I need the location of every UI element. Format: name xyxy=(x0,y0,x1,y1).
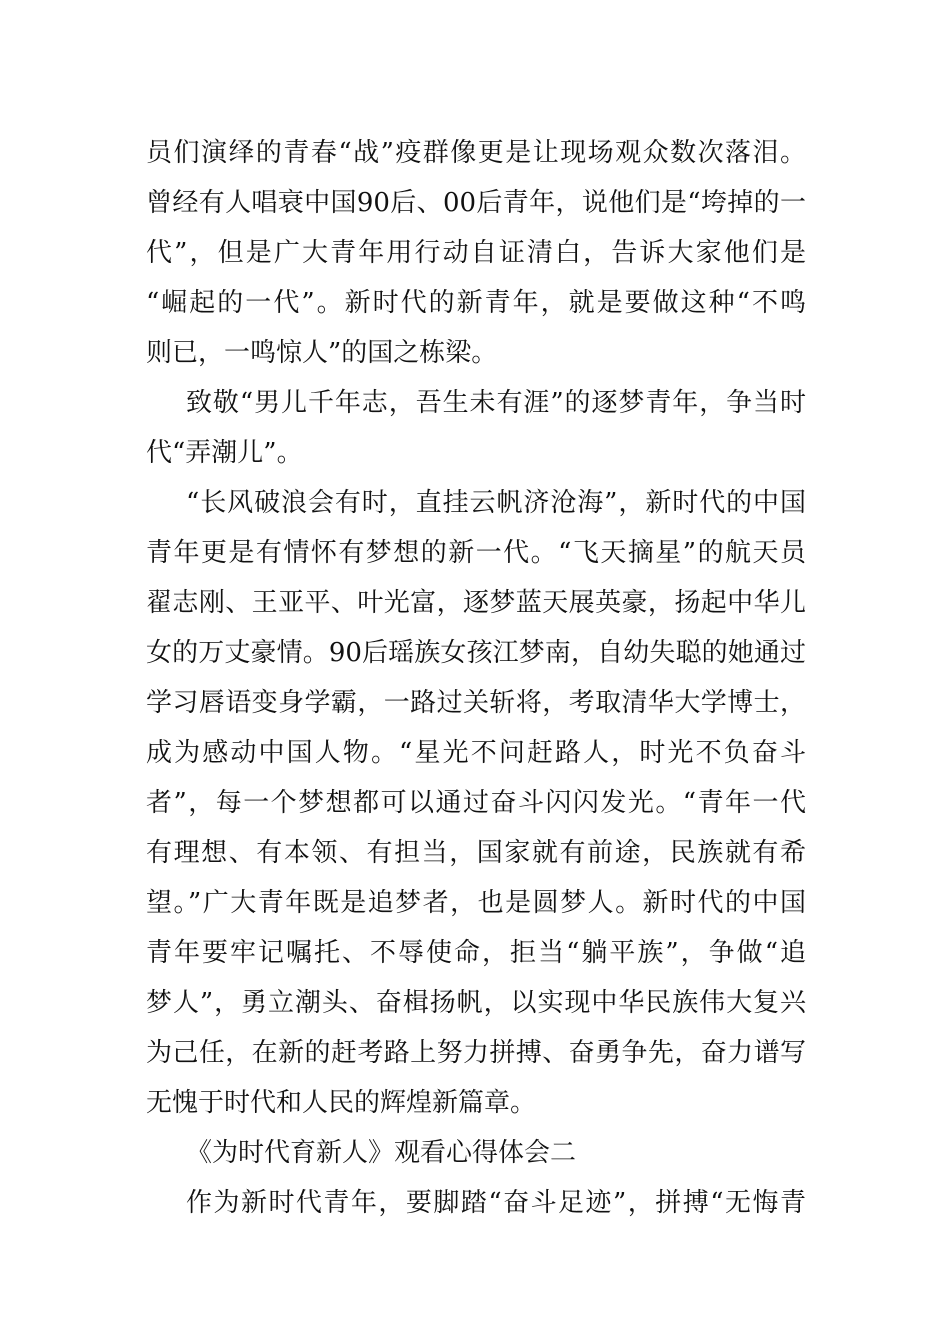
text-line: 青年要牢记嘱托、不辱使命，拒当“躺平族”，争做“追 xyxy=(146,938,806,968)
text-line: 为己任，在新的赶考路上努力拼搏、奋勇争先，奋力谱写 xyxy=(146,1038,806,1068)
document-body xyxy=(146,128,806,1228)
text-line: 员们演绎的青春“战”疫群像更是让现场观众数次落泪。 xyxy=(146,138,806,168)
text-line: 则已，一鸣惊人”的国之栋梁。 xyxy=(146,338,498,368)
text-line: 成为感动中国人物。“星光不问赶路人，时光不负奋斗 xyxy=(146,738,806,768)
paragraph-first-line: 致敬“男儿千年志，吾生未有涯”的逐梦青年，争当时 xyxy=(186,388,806,418)
text-line: 望。”广大青年既是追梦者，也是圆梦人。新时代的中国 xyxy=(146,888,806,918)
text-line: 翟志刚、王亚平、叶光富，逐梦蓝天展英豪，扬起中华儿 xyxy=(146,588,806,618)
text-line: 学习唇语变身学霸，一路过关斩将，考取清华大学博士， xyxy=(146,688,806,718)
paragraph-first-line: “长风破浪会有时，直挂云帆济沧海”，新时代的中国 xyxy=(186,488,806,518)
text-line: 者”，每一个梦想都可以通过奋斗闪闪发光。“青年一代 xyxy=(146,788,806,818)
text-line: 无愧于时代和人民的辉煌新篇章。 xyxy=(146,1088,537,1118)
text-line: “崛起的一代”。新时代的新青年，就是要做这种“不鸣 xyxy=(146,288,806,318)
paragraph-first-line: 作为新时代青年，要脚踏“奋斗足迹”，拼搏“无悔青 xyxy=(186,1188,806,1218)
text-line: 代”，但是广大青年用行动自证清白，告诉大家他们是 xyxy=(146,238,806,268)
section-heading: 《为时代育新人》观看心得体会二 xyxy=(186,1138,577,1168)
text-line: 青年更是有情怀有梦想的新一代。“飞天摘星”的航天员 xyxy=(146,538,806,568)
text-line: 有理想、有本领、有担当，国家就有前途，民族就有希 xyxy=(146,838,806,868)
text-line: 代“弄潮儿”。 xyxy=(146,438,303,468)
text-line: 梦人”，勇立潮头、奋楫扬帆，以实现中华民族伟大复兴 xyxy=(146,988,806,1018)
text-line: 女的万丈豪情。90后瑶族女孩江梦南，自幼失聪的她通过 xyxy=(146,638,806,668)
text-line: 曾经有人唱衰中国90后、00后青年，说他们是“垮掉的一 xyxy=(146,188,806,218)
